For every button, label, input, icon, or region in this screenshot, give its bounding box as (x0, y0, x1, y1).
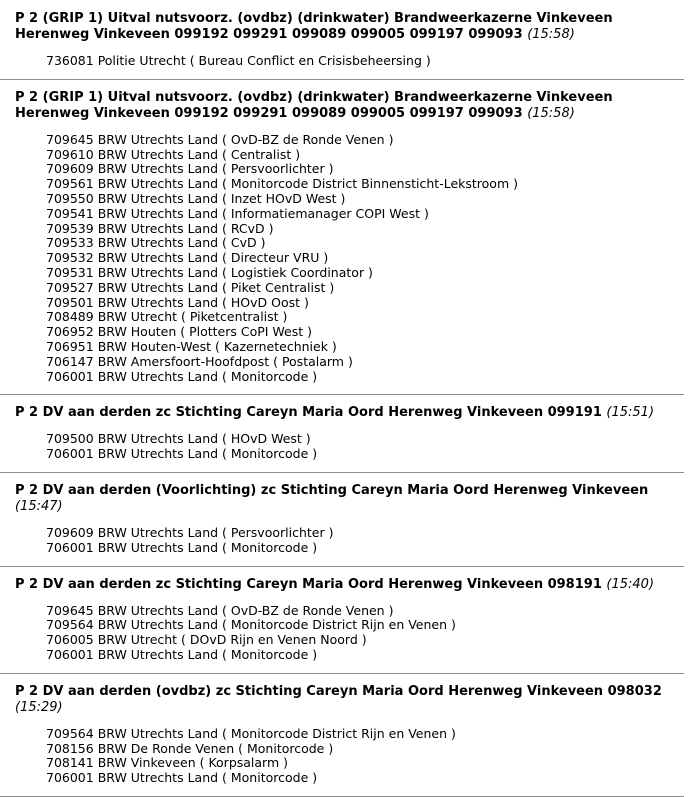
capcode-list (15, 421, 680, 472)
message-headline (15, 405, 680, 421)
capcode-item: 706001 BRW Utrechts Land ( Monitorcode ) (46, 446, 318, 462)
capcode-item: 736081 Politie Utrecht ( Bureau Conflict en Crisisbeheersing ) (46, 53, 431, 68)
message-item (0, 11, 684, 80)
message-text: P 2 DV aan derden (Voorlichting) zc Stichting Careyn Maria Oord Herenweg Vinkeveen (15, 482, 649, 498)
capcode-item: 709645 BRW Utrechts Land ( OvD-BZ de Ronde Venen ) (46, 602, 394, 618)
message-headline (15, 483, 680, 515)
capcode-item: 708141 BRW Vinkeveen ( Korpsalarm ) (46, 755, 289, 771)
capcode-item: 709610 BRW Utrechts Land ( Centralist ) (46, 146, 301, 162)
capcode-item: 709532 BRW Utrechts Land ( Directeur VRU ) (46, 250, 329, 266)
capcode-list (15, 122, 680, 395)
capcode-list (15, 515, 680, 566)
capcode-item: 706952 BRW Houten ( Plotters CoPI West ) (46, 324, 313, 340)
capcode-item: 706951 BRW Houten-West ( Kazernetechniek ) (46, 338, 337, 354)
capcode-item: 709564 BRW Utrechts Land ( Monitorcode District Rijn en Venen ) (46, 617, 456, 633)
message-headline (15, 11, 680, 43)
capcode-item: 709533 BRW Utrechts Land ( CvD ) (46, 235, 266, 251)
capcode-item: 709645 BRW Utrechts Land ( OvD-BZ de Ronde Venen ) (46, 131, 394, 147)
capcode-item: 709564 BRW Utrechts Land ( Monitorcode District Rijn en Venen ) (46, 725, 456, 741)
message-time: (15:58) (527, 27, 575, 42)
message-text: P 2 (GRIP 1) Uitval nutsvoorz. (ovdbz) (drinkwater) Brandweerkazerne Vinkeveen Herenweg Vinkeveen 099192 099291 099089 099005 099197 099093 (15, 11, 613, 42)
capcode-item: 706147 BRW Amersfoort-Hoofdpost ( Postalarm ) (46, 353, 353, 369)
message-item (0, 674, 684, 797)
message-item (0, 80, 684, 396)
capcode-item: 706001 BRW Utrechts Land ( Monitorcode ) (46, 368, 318, 384)
capcode-item: 706001 BRW Utrechts Land ( Monitorcode ) (46, 539, 318, 555)
capcode-list (15, 43, 680, 79)
capcode-item: 709531 BRW Utrechts Land ( Logistiek Coordinator ) (46, 264, 373, 280)
capcode-item: 709541 BRW Utrechts Land ( Informatiemanager COPI West ) (46, 205, 429, 221)
capcode-item: 709539 BRW Utrechts Land ( RCvD ) (46, 220, 274, 236)
capcode-item: 708156 BRW De Ronde Venen ( Monitorcode ) (46, 740, 334, 756)
message-time: (15:51) (606, 405, 655, 421)
capcode-item: 709501 BRW Utrechts Land ( HOvD Oost ) (46, 294, 309, 310)
capcode-item: 709527 BRW Utrechts Land ( Piket Centralist ) (46, 279, 335, 295)
message-item (0, 395, 684, 473)
message-text: P 2 (GRIP 1) Uitval nutsvoorz. (ovdbz) (drinkwater) Brandweerkazerne Vinkeveen Herenweg Vinkeveen 099192 099291 099089 099005 099197 099093 (15, 89, 613, 121)
message-headline (15, 684, 680, 716)
message-time: (15:40) (606, 576, 655, 592)
capcode-item: 709561 BRW Utrechts Land ( Monitorcode District Binnensticht-Lekstroom ) (46, 176, 518, 192)
message-item (0, 473, 684, 567)
message-headline (15, 90, 680, 122)
capcode-list (15, 716, 680, 796)
capcode-item: 706005 BRW Utrecht ( DOvD Rijn en Venen Noord ) (46, 632, 367, 648)
message-time: (15:29) (15, 699, 63, 715)
capcode-item: 709609 BRW Utrechts Land ( Persvoorlichter ) (46, 161, 334, 177)
message-text: P 2 DV aan derden zc Stichting Careyn Maria Oord Herenweg Vinkeveen 099191 (15, 405, 602, 421)
capcode-list (15, 593, 680, 673)
capcode-item: 706001 BRW Utrechts Land ( Monitorcode ) (46, 770, 318, 786)
message-item (0, 567, 684, 674)
message-text: P 2 DV aan derden zc Stichting Careyn Maria Oord Herenweg Vinkeveen 098191 (15, 576, 602, 592)
capcode-item: 708489 BRW Utrecht ( Piketcentralist ) (46, 309, 288, 325)
message-headline (15, 577, 680, 593)
capcode-item: 709550 BRW Utrechts Land ( Inzet HOvD West ) (46, 190, 346, 206)
message-time: (15:58) (527, 105, 575, 121)
message-time: (15:47) (15, 498, 63, 514)
capcode-item: 709500 BRW Utrechts Land ( HOvD West ) (46, 431, 311, 447)
capcode-item: 706001 BRW Utrechts Land ( Monitorcode ) (46, 646, 318, 662)
message-text: P 2 DV aan derden (ovdbz) zc Stichting Careyn Maria Oord Herenweg Vinkeveen 098032 (15, 683, 662, 699)
capcode-item: 709609 BRW Utrechts Land ( Persvoorlichter ) (46, 524, 334, 540)
